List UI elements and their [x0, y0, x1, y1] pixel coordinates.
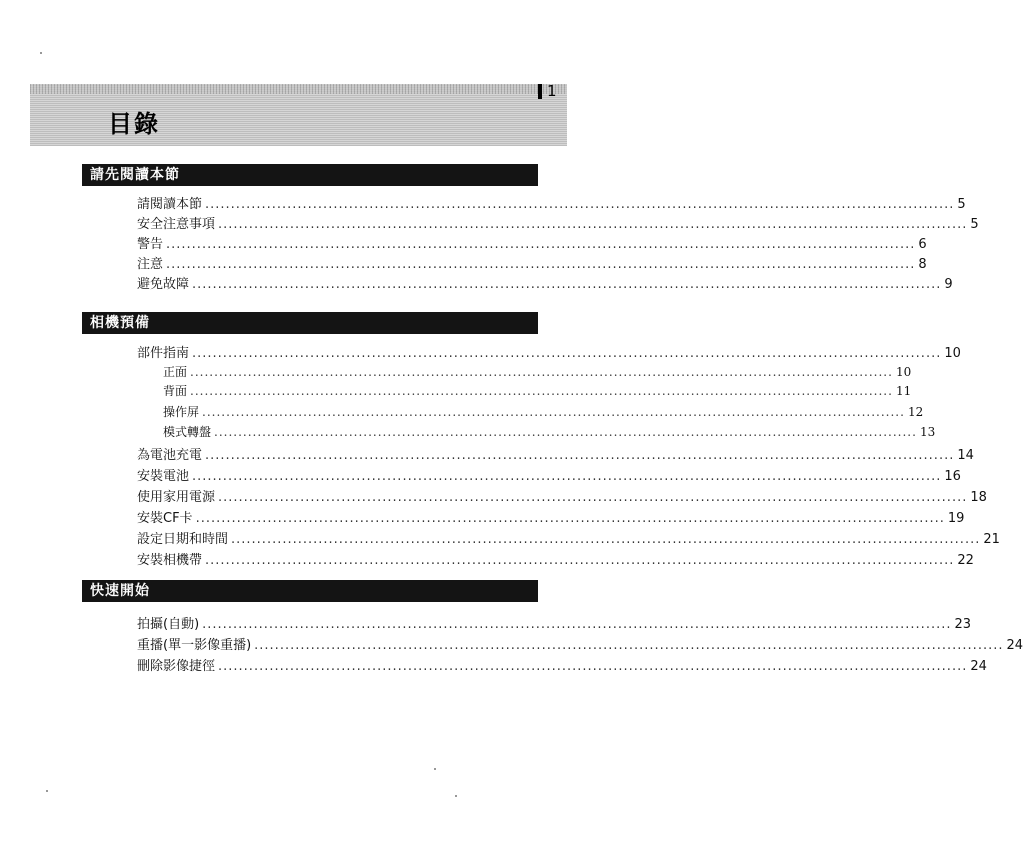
scan-speck [434, 768, 436, 770]
dot-leader: .................................................................................................................................................. [192, 346, 942, 361]
section-heading-read-first: 請先閱讀本節 [82, 164, 538, 186]
toc-entry-label: 正面 [163, 365, 188, 379]
toc-entry-label: 安裝CF卡 [137, 511, 193, 526]
toc-entry-page: 23 [954, 617, 972, 632]
toc-subentry[interactable] [163, 423, 936, 440]
toc-entry-label: 拍攝(自動) [137, 617, 200, 632]
dot-leader: .................................................................................................................................................. [231, 532, 981, 547]
page-number [538, 82, 557, 100]
toc-entry[interactable] [137, 213, 979, 232]
toc-entry-page: 18 [970, 490, 987, 505]
scan-speck [455, 795, 457, 797]
toc-entry[interactable] [137, 444, 974, 463]
section-heading-quick-start: 快速開始 [82, 580, 538, 602]
dot-leader: .................................................................................................................................................. [218, 490, 968, 505]
toc-entry-label: 安全注意事項 [137, 217, 216, 232]
toc-entry[interactable] [137, 528, 1000, 547]
dot-leader: .................................................................................................................................................. [218, 659, 968, 674]
toc-entry-page: 24 [970, 659, 987, 674]
toc-entry-page: 19 [947, 511, 965, 526]
dot-leader: .................................................................................................................................................. [202, 617, 952, 632]
toc-entry-label: 為電池充電 [137, 448, 203, 463]
page-marker-icon [538, 84, 542, 99]
toc-entry-label: 避免故障 [137, 277, 190, 292]
toc-subentry[interactable] [163, 382, 912, 399]
toc-entry[interactable] [137, 342, 961, 361]
toc-entry-page: 10 [944, 346, 961, 361]
page-number-value: 1 [547, 82, 557, 100]
dot-leader: .................................................................................................................................................. [205, 553, 955, 568]
toc-entry-label: 背面 [163, 384, 188, 398]
toc-entry[interactable] [137, 465, 961, 484]
toc-entry-page: 24 [1006, 638, 1023, 653]
toc-entry-page: 22 [957, 553, 974, 568]
dot-leader: .................................................................................................................................................. [166, 237, 916, 252]
toc-entry[interactable] [137, 193, 966, 212]
toc-entry-label: 重播(單一影像重播) [137, 638, 252, 653]
toc-entry-page: 12 [907, 405, 924, 419]
toc-entry-page: 10 [895, 365, 912, 379]
toc-entry[interactable] [137, 253, 927, 272]
dot-leader: .................................................................................................................................................. [218, 217, 968, 232]
dot-leader: .................................................................................................................................................. [166, 257, 916, 272]
toc-subentry[interactable] [163, 363, 912, 380]
toc-entry-page: 9 [944, 277, 953, 292]
toc-entry-label: 安裝電池 [137, 469, 190, 484]
dot-leader: .................................................................................................................................................. [202, 405, 905, 419]
toc-entry[interactable] [137, 273, 953, 292]
toc-entry[interactable] [137, 486, 987, 505]
dot-leader: .................................................................................................................................................. [190, 384, 893, 398]
toc-entry-label: 操作屏 [163, 405, 200, 419]
toc-entry-page: 21 [983, 532, 1000, 547]
header-band-stripe [30, 84, 567, 94]
toc-entry[interactable] [137, 233, 927, 252]
toc-entry-page: 13 [919, 425, 936, 439]
dot-leader: .................................................................................................................................................. [205, 197, 955, 212]
toc-entry-label: 注意 [137, 257, 164, 272]
toc-entry-page: 14 [957, 448, 974, 463]
toc-entry[interactable] [137, 613, 972, 632]
dot-leader: .................................................................................................................................................. [254, 638, 1004, 653]
dot-leader: .................................................................................................................................................. [190, 365, 893, 379]
toc-entry[interactable] [137, 507, 965, 526]
dot-leader: .................................................................................................................................................. [195, 511, 945, 526]
toc-entry[interactable] [137, 634, 1023, 653]
dot-leader: .................................................................................................................................................. [192, 277, 942, 292]
dot-leader: .................................................................................................................................................. [205, 448, 955, 463]
toc-entry-label: 使用家用電源 [137, 490, 216, 505]
toc-entry-page: 6 [918, 237, 927, 252]
toc-entry-page: 8 [918, 257, 927, 272]
toc-entry-label: 部件指南 [137, 346, 190, 361]
page-title: 目錄 [108, 110, 160, 138]
toc-entry-page: 11 [895, 384, 912, 398]
toc-entry-label: 請閱讀本節 [137, 197, 203, 212]
scan-speck [46, 790, 48, 792]
scan-speck [40, 52, 42, 54]
toc-entry-label: 安裝相機帶 [137, 553, 203, 568]
toc-subentry[interactable] [163, 403, 924, 420]
toc-entry-label: 刪除影像捷徑 [137, 659, 216, 674]
toc-entry-label: 設定日期和時間 [137, 532, 229, 547]
toc-entry-page: 16 [944, 469, 961, 484]
dot-leader: .................................................................................................................................................. [192, 469, 942, 484]
toc-entry-page: 5 [957, 197, 966, 212]
toc-entry-label: 模式轉盤 [163, 425, 212, 439]
toc-entry[interactable] [137, 549, 974, 568]
toc-entry-page: 5 [970, 217, 979, 232]
dot-leader: .................................................................................................................................................. [214, 425, 917, 439]
toc-entry[interactable] [137, 655, 987, 674]
section-heading-camera-prep: 相機預備 [82, 312, 538, 334]
toc-entry-label: 警告 [137, 237, 164, 252]
